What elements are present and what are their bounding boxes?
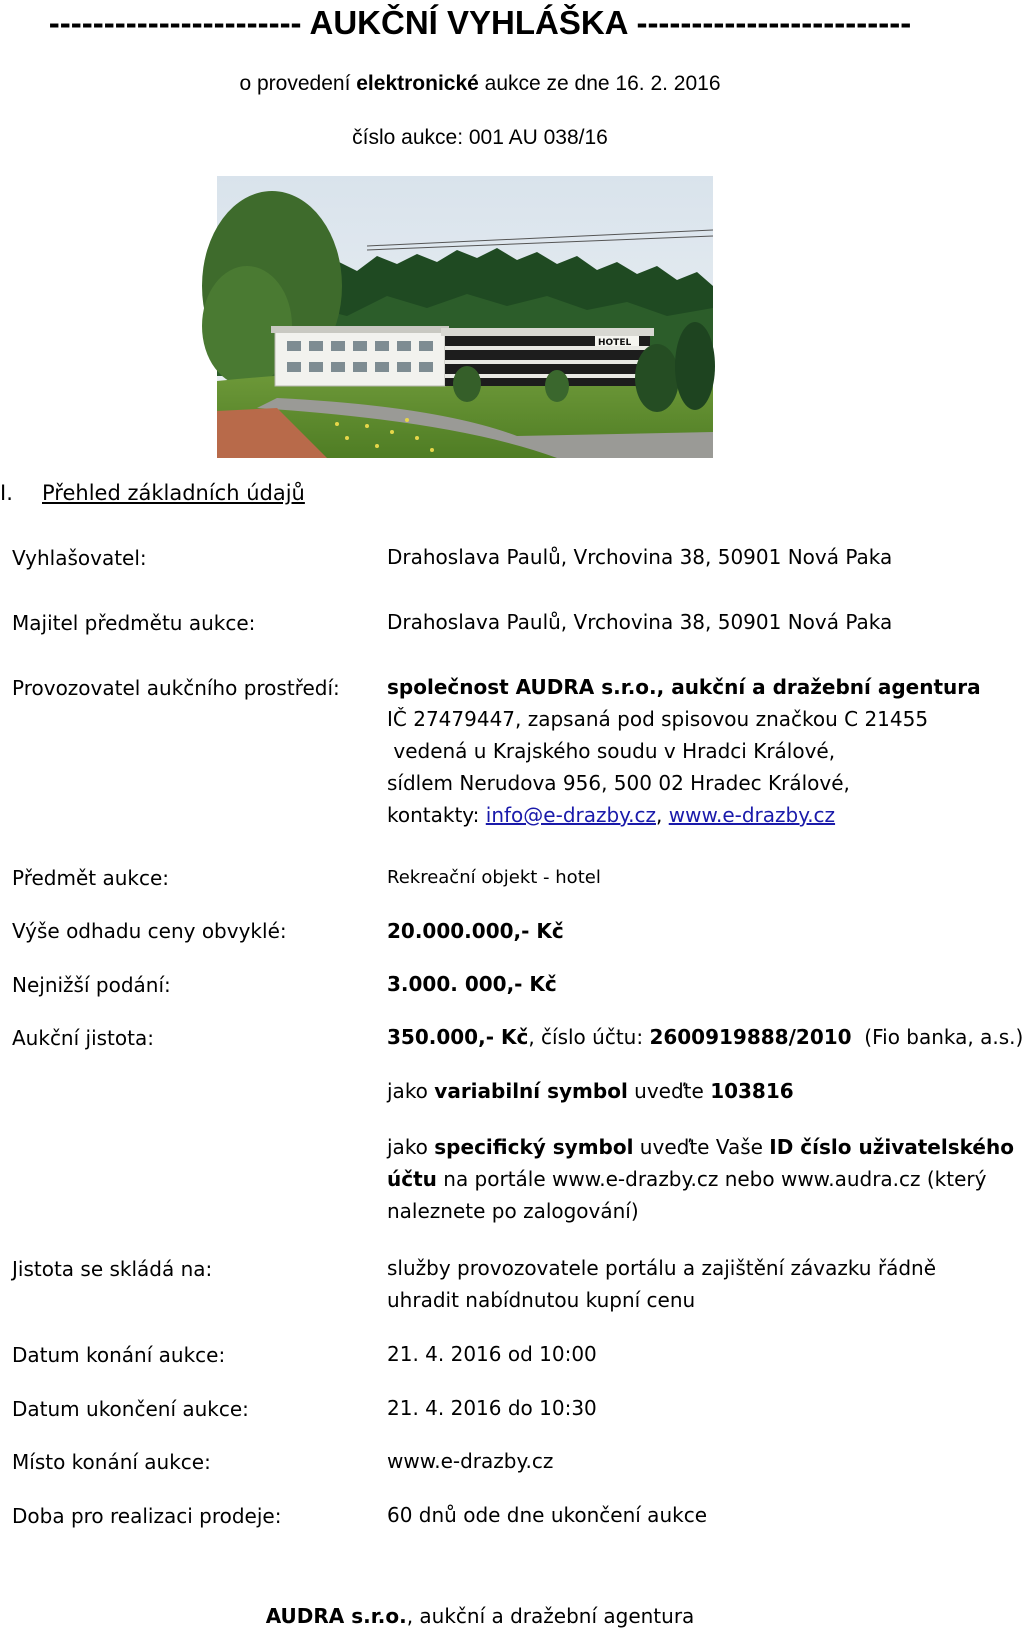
min-bid-amount: 3.000. 000,- Kč [387, 972, 557, 996]
footer-agency-desc: , aukční a dražební agentura [406, 1604, 695, 1628]
ss-account-word: účtu [387, 1167, 437, 1191]
deposit-bank: (Fio banka, a.s.) [851, 1025, 1023, 1049]
auction-date-post: aukce ze dne 16. 2. 2016 [478, 72, 721, 95]
hotel-photo [217, 176, 713, 458]
auction-type: elektronické [356, 72, 479, 95]
estimate-value [387, 915, 564, 947]
operator-registration: IČ 27479447, zapsaná pod spisovou značkou C 21455 [387, 707, 929, 731]
announcer-value: Drahoslava Paulů, Vrchovina 38, 50901 Nová Paka [387, 545, 893, 569]
deposit-value [387, 1021, 1023, 1053]
ss-id-label: ID číslo uživatelského [769, 1135, 1014, 1159]
estimate-amount: 20.000.000,- Kč [387, 919, 564, 943]
deposit-account-number: 2600919888/2010 [649, 1025, 852, 1049]
vs-value: 103816 [710, 1079, 794, 1103]
auction-date-pre: o provedení [239, 72, 357, 95]
vs-pre: jako [387, 1079, 435, 1103]
operator-court: vedená u Krajského soudu v Hradci Králové, [387, 739, 836, 763]
operator-label: Provozovatel aukčního prostředí: [12, 676, 340, 700]
specific-symbol [387, 1131, 1014, 1227]
deposit-purpose-line1: služby provozovatele portálu a zajištění závazku řádně [387, 1256, 936, 1280]
ss-label: specifický symbol [434, 1135, 634, 1159]
deposit-purpose-line2: uhradit nabídnutou kupní cenu [387, 1288, 696, 1312]
auction-place-value: www.e-drazby.cz [387, 1449, 554, 1473]
min-bid-label: Nejnižší podání: [12, 973, 171, 997]
auction-start-label: Datum konání aukce: [12, 1343, 226, 1367]
contacts-separator: , [656, 803, 669, 827]
operator-name: společnost AUDRA s.r.o., aukční a dražební agentura [387, 675, 981, 699]
website-link[interactable]: www.e-drazby.cz [668, 803, 836, 827]
announcer-label: Vyhlašovatel: [12, 546, 147, 570]
auction-date-line [0, 72, 960, 96]
estimate-label: Výše odhadu ceny obvyklé: [12, 919, 287, 943]
footer-agency-name: AUDRA s.r.o. [265, 1604, 407, 1628]
section-number: I. [0, 481, 13, 505]
sale-period-label: Doba pro realizaci prodeje: [12, 1504, 282, 1528]
footer-agency [0, 1604, 960, 1628]
operator-address: sídlem Nerudova 956, 500 02 Hradec Králové, [387, 771, 850, 795]
email-link[interactable]: info@e-drazby.cz [485, 803, 657, 827]
deposit-amount: 350.000,- Kč [387, 1025, 529, 1049]
auction-end-label: Datum ukončení aukce: [12, 1397, 249, 1421]
ss-mid: uveďte Vaše [633, 1135, 770, 1159]
deposit-account-label: , číslo účtu: [528, 1025, 650, 1049]
deposit-label: Aukční jistota: [12, 1026, 154, 1050]
owner-value: Drahoslava Paulů, Vrchovina 38, 50901 Nová Paka [387, 610, 893, 634]
auction-start-value: 21. 4. 2016 od 10:00 [387, 1342, 597, 1366]
variable-symbol [387, 1075, 794, 1107]
auction-place-label: Místo konání aukce: [12, 1450, 211, 1474]
auction-end-value: 21. 4. 2016 do 10:30 [387, 1396, 597, 1420]
document-title: ----------------------- AUKČNÍ VYHLÁŠKA ------------------------- [48, 4, 912, 41]
contacts-label: kontakty: [387, 803, 486, 827]
min-bid-value [387, 968, 557, 1000]
subject-value: Rekreační objekt - hotel [387, 867, 601, 888]
vs-label: variabilní symbol [434, 1079, 628, 1103]
ss-portal-text: na portále www.e-drazby.cz nebo www.audra.cz (který [436, 1167, 987, 1191]
operator-contacts [387, 799, 981, 831]
auction-number: číslo aukce: 001 AU 038/16 [352, 126, 608, 149]
owner-label: Majitel předmětu aukce: [12, 611, 256, 635]
deposit-purpose-label: Jistota se skládá na: [12, 1257, 213, 1281]
deposit-purpose-value [387, 1252, 936, 1316]
ss-pre: jako [387, 1135, 435, 1159]
ss-login-note: naleznete po zalogování) [387, 1199, 639, 1223]
operator-value [387, 671, 981, 831]
svg-text:HOTEL: HOTEL [598, 338, 632, 348]
sale-period-value: 60 dnů ode dne ukončení aukce [387, 1503, 707, 1527]
section-title: Přehled základních údajů [42, 481, 305, 505]
vs-mid: uveďte [627, 1079, 711, 1103]
subject-label: Předmět aukce: [12, 866, 170, 890]
